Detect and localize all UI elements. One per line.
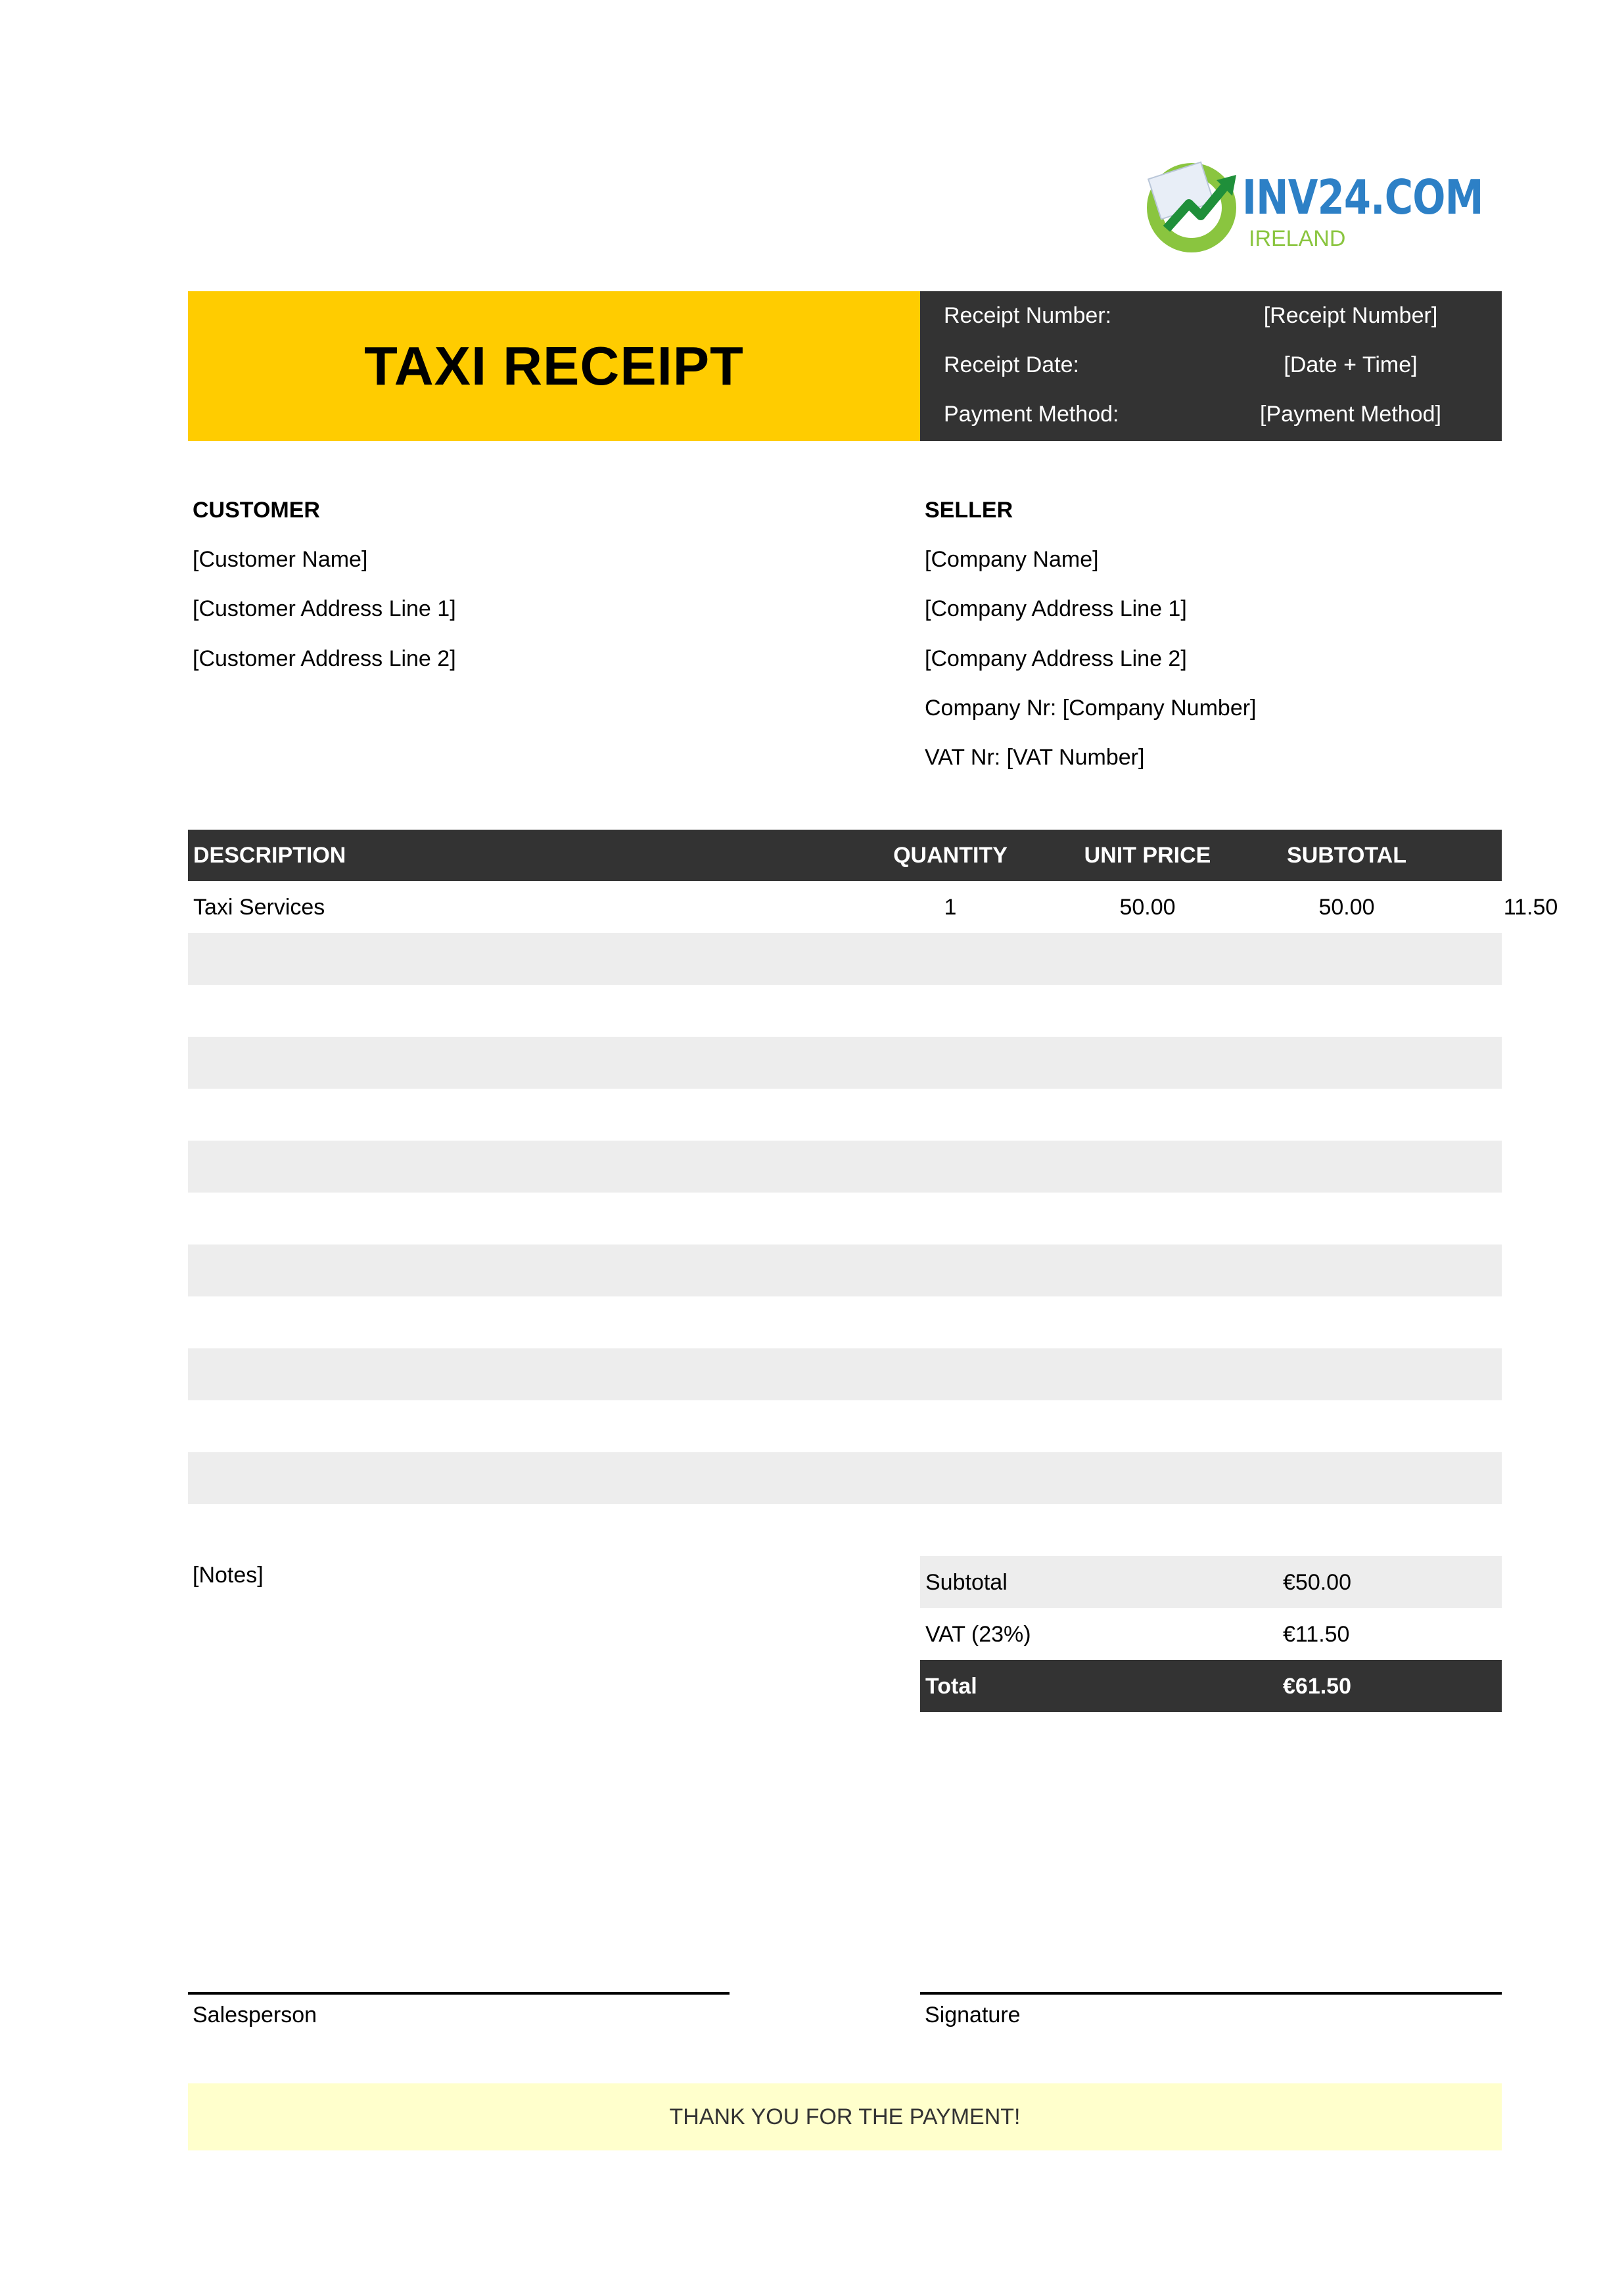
meta-row-receipt-date [920,341,1502,389]
salesperson-label: Salesperson [193,2003,317,2027]
customer-name: [Customer Name] [193,547,368,572]
customer-heading: CUSTOMER [193,498,320,523]
salesperson-signature-line [188,1992,730,1995]
seller-heading: SELLER [925,498,1013,523]
item-description: Taxi Services [193,895,325,920]
table-row-empty [188,1452,1502,1504]
item-subtotal: 50.00 [1318,895,1375,920]
table-row-empty [188,1400,1502,1452]
item-unit-price: 50.00 [1119,895,1176,920]
item-quantity: 1 [944,895,957,920]
table-row-empty [188,933,1502,985]
meta-value: [Date + Time] [1284,352,1418,377]
totals-label: Subtotal [925,1570,1008,1595]
meta-value: [Receipt Number] [1263,303,1438,328]
logo-emblem-icon [1140,155,1245,260]
table-row-empty [188,1193,1502,1245]
notes-field: [Notes] [193,1563,264,1588]
column-header-description: DESCRIPTION [193,843,346,868]
meta-label: Receipt Number: [944,303,1112,328]
seller-address-line-2: [Company Address Line 2] [925,646,1187,671]
totals-label: Total [925,1674,977,1699]
table-row-empty [188,1037,1502,1089]
meta-row-payment-method [920,390,1502,439]
seller-address-line-1: [Company Address Line 1] [925,596,1187,621]
totals-row-subtotal [920,1556,1502,1608]
customer-signature-line [920,1992,1502,1995]
meta-label: Receipt Date: [944,352,1079,377]
page-title: TAXI RECEIPT [364,335,744,396]
thank-you-footer [188,2083,1502,2150]
meta-value: [Payment Method] [1260,402,1441,427]
seller-vat-number: VAT Nr: [VAT Number] [925,745,1145,770]
logo-text: INV24.COM [1242,170,1483,225]
seller-company-number: Company Nr: [Company Number] [925,696,1257,721]
signature-label: Signature [925,2003,1021,2027]
receipt-meta-panel [920,291,1502,441]
totals-value: €50.00 [1283,1570,1351,1595]
items-table-header [188,830,1552,881]
table-row-empty [188,1089,1502,1141]
meta-row-receipt-number [920,291,1502,340]
column-header-quantity: QUANTITY [893,843,1008,868]
item-vat: 11.50 [1503,895,1558,920]
totals-value: €11.50 [1283,1622,1350,1647]
table-row-empty [188,985,1502,1037]
totals-label: VAT (23%) [925,1622,1031,1647]
column-header-vat: VAT [1510,843,1552,868]
table-row-empty [188,1141,1502,1193]
table-row [188,881,1558,933]
footer-text: THANK YOU FOR THE PAYMENT! [669,2104,1021,2129]
column-header-subtotal: SUBTOTAL [1287,843,1406,868]
customer-address-line-2: [Customer Address Line 2] [193,646,456,671]
table-row-empty [188,1348,1502,1400]
totals-row-total [920,1660,1502,1712]
meta-label: Payment Method: [944,402,1119,427]
customer-address-line-1: [Customer Address Line 1] [193,596,456,621]
table-row-empty [188,1245,1502,1296]
totals-row-vat [920,1608,1502,1660]
logo-subtext: IRELAND [1249,226,1346,251]
totals-value: €61.50 [1283,1674,1351,1699]
table-row-empty [188,1296,1502,1348]
seller-company-name: [Company Name] [925,547,1099,572]
column-header-unit-price: UNIT PRICE [1084,843,1211,868]
title-banner [188,291,920,441]
